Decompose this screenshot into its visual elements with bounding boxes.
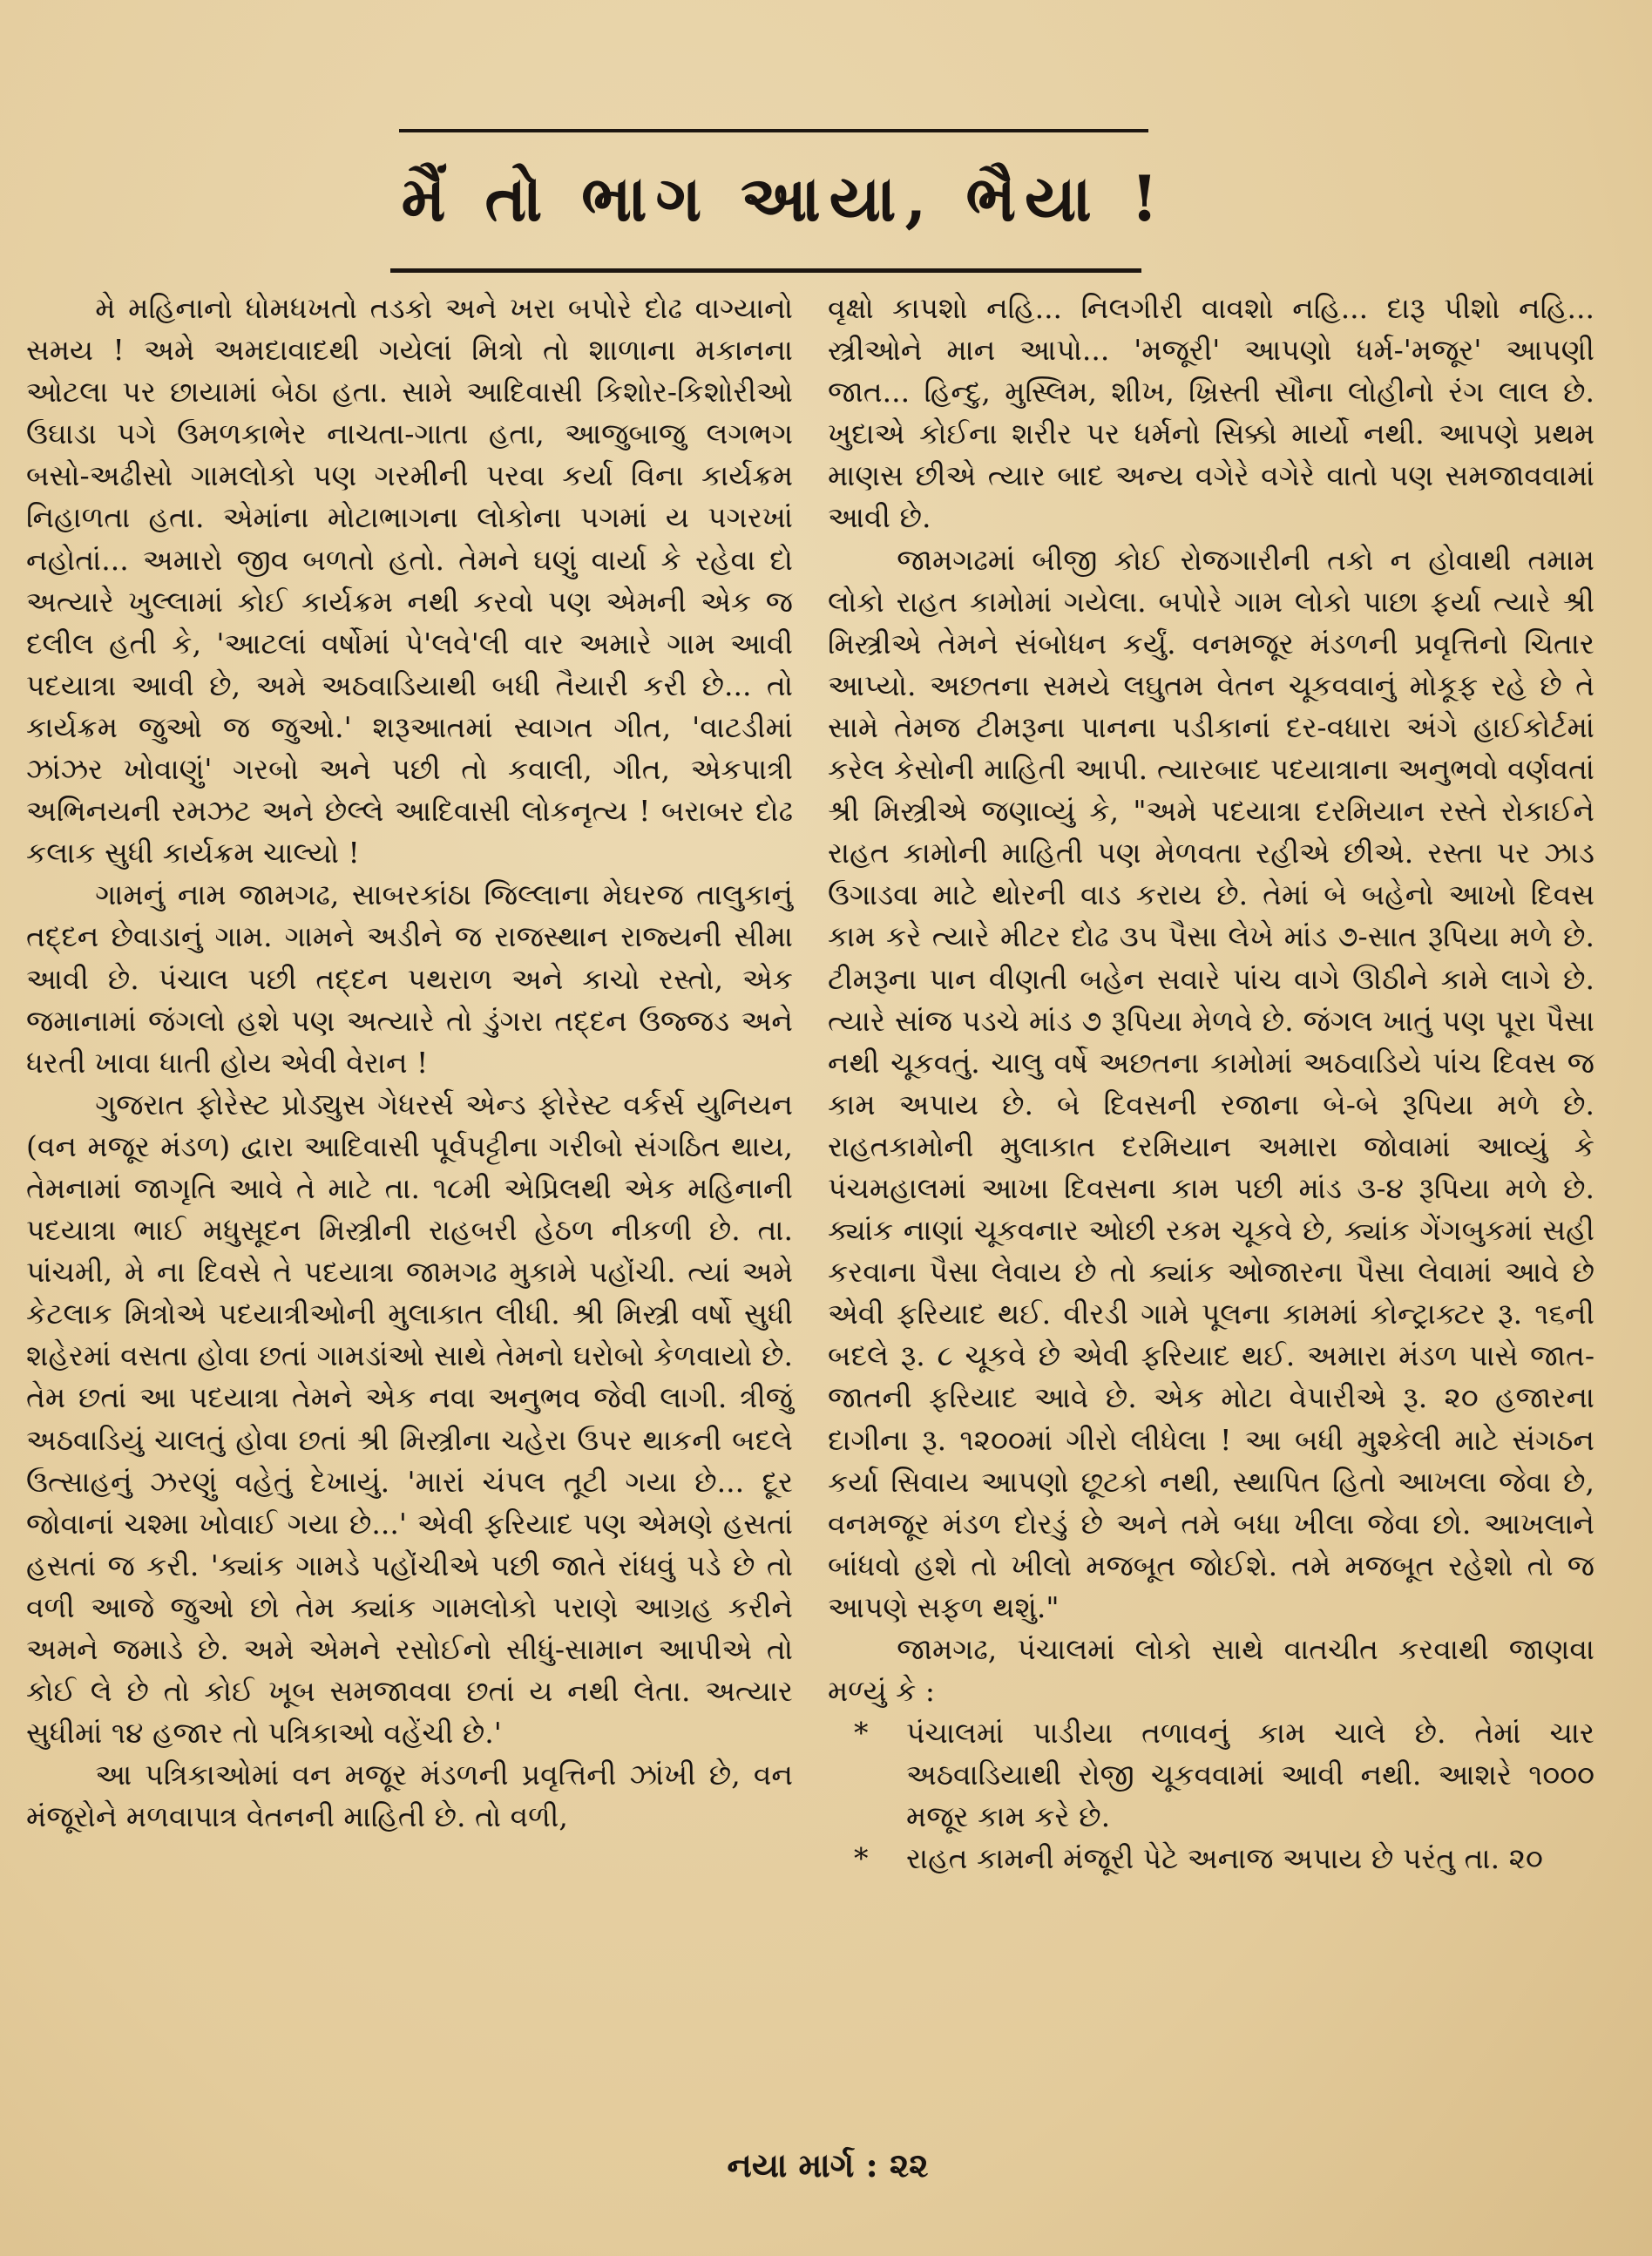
paragraph: મે મહિનાનો ધોમધખતો તડકો અને ખરા બપોરે દોઢ વાગ્યાનો સમય ! અમે અમદાવાદથી ગયેલાં મિત્રો તો શાળાના મકાનના ઓટલા પર છાયામાં બેઠા હતા. સામે આદિવાસી કિશોર-કિશોરીઓ ઉઘાડા પગે ઉમળકાભેર નાચતા-ગાતા હતા, આજુબાજુ લગભગ બસો-અઢીસો ગામલોકો પણ ગરમીની પરવા કર્યા વિના કાર્યક્રમ નિહાળતા હતા. એમાંના મોટાભાગના લોકોના પગમાં ય પગરખાં નહોતાં... અમારો જીવ બળતો હતો. તેમને ઘણું વાર્યા કે રહેવા દો અત્યારે ખુલ્લામાં કોઈ કાર્યક્રમ નથી કરવો પણ એમની એક જ દલીલ હતી કે, 'આટલાં વર્ષોમાં પે'લવે'લી વાર અમારે ગામ આવી પદયાત્રા આવી છે, અમે અઠવાડિયાથી બધી તૈયારી કરી છે... તો કાર્યક્રમ જુઓ જ જુઓ.' શરૂઆતમાં સ્વાગત ગીત, 'વાટડીમાં ઝાંઝર ખોવાણું' ગરબો અને પછી તો કવાલી, ગીત, એકપાત્રી અભિનયની રમઝટ અને છેલ્લે આદિવાસી લોકનૃત્ય ! બરાબર દોઢ કલાક સુધી કાર્યક્રમ ચાલ્યો ! (26, 291, 793, 871)
bullet-mark: * (854, 1716, 869, 1751)
list-item-text: રાહત કામની મંજૂરી પેટે અનાજ અપાય છે પરંતુ તા. ૨૦ (906, 1841, 1543, 1876)
article-title: મૈં તો ભાગ આયા, ભૈયા ! (401, 161, 1168, 235)
title-bottom-rule (390, 268, 1141, 273)
paragraph: જામગઢ, પંચાલમાં લોકો સાથે વાતચીત કરવાથી જાણવા મળ્યું કે : (828, 1632, 1594, 1709)
paragraph: જામગઢમાં બીજી કોઈ રોજગારીની તકો ન હોવાથી તમામ લોકો રાહત કામોમાં ગયેલા. બપોરે ગામ લોકો પાછા ફર્યા ત્યારે શ્રી મિસ્ત્રીએ તેમને સંબોધન કર્યું. વનમજૂર મંડળની પ્રવૃત્તિનો ચિતાર આપ્યો. અછતના સમયે લઘુતમ વેતન ચૂકવવાનું મોકૂફ રહે છે તે સામે તેમજ ટીમરૂના પાનના પડીકાનાં દર-વધારા અંગે હાઈકોર્ટમાં કરેલ કેસોની માહિતી આપી. ત્યારબાદ પદયાત્રાના અનુભવો વર્ણવતાં શ્રી મિસ્ત્રીએ જણાવ્યું કે, "અમે પદયાત્રા દરમિયાન રસ્તે રોકાઈને રાહત કામોની માહિતી પણ મેળવતા રહીએ છીએ. રસ્તા પર ઝાડ ઉગાડવા માટે થોરની વાડ કરાય છે. તેમાં બે બહેનો આખો દિવસ કામ કરે ત્યારે મીટર દોઢ ૩૫ પૈસા લેખે માંડ ૭-સાત રૂપિયા મળે છે. ટીમરૂના પાન વીણતી બહેન સવારે પાંચ વાગે ઊઠીને કામે લાગે છે. ત્યારે સાંજ પડચે માંડ ૭ રૂપિયા મેળવે છે. જંગલ ખાતું પણ પૂરા પૈસા નથી ચૂકવતું. ચાલુ વર્ષે અછતના કામોમાં અઠવાડિયે પાંચ દિવસ જ કામ અપાય છે. બે દિવસની રજાના બે-બે રૂપિયા મળે છે. રાહતકામોની મુલાકાત દરમિયાન અમારા જોવામાં આવ્યું કે પંચમહાલમાં આખા દિવસના કામ પછી માંડ ૩-૪ રૂપિયા મળે છે. ક્યાંક નાણાં ચૂકવનાર ઓછી રકમ ચૂકવે છે, ક્યાંક ગેંગબુકમાં સહી કરવાના પૈસા લેવાય છે તો ક્યાંક ઓજારના પૈસા લેવામાં આવે છે એવી ફરિયાદ થઈ. વીરડી ગામે પૂલના કામમાં કોન્ટ્રાક્ટર રૂ. ૧૬ની બદલે રૂ. ૮ ચૂકવે છે એવી ફરિયાદ થઈ. અમારા મંડળ પાસે જાત-જાતની ફરિયાદ આવે છે. એક મોટા વેપારીએ રૂ. ૨૦ હજારના દાગીના રૂ. ૧૨૦૦માં ગીરો લીધેલા ! આ બધી મુશ્કેલી માટે સંગઠન કર્યા સિવાય આપણો છૂટકો નથી, સ્થાપિત હિતો આખલા જેવા છે, વનમજૂર મંડળ દોરડું છે અને તમે બધા ખીલા જેવા છો. આખલાને બાંધવો હશે તો ખીલો મજબૂત જોઈશે. તમે મજબૂત રહેશો તો જ આપણે સફળ થશું." (828, 542, 1594, 1624)
title-top-rule (399, 129, 1148, 132)
list-item (828, 1712, 1594, 1838)
paragraph: ગામનું નામ જામગઢ, સાબરકાંઠા જિલ્લાના મેઘરજ તાલુકાનું તદ્દન છેવાડાનું ગામ. ગામને અડીને જ રાજસ્થાન રાજ્યની સીમા આવી છે. પંચાલ પછી તદ્દન પથરાળ અને કાચો રસ્તો, એક જમાનામાં જંગલો હશે પણ અત્યારે તો ડુંગરા તદ્દન ઉજ્જડ અને ધરતી ખાવા ધાતી હોય એવી વેરાન ! (26, 877, 793, 1080)
page-footer: નયા માર્ગ : ૨૨ (727, 2145, 929, 2185)
right-column (828, 288, 1594, 1880)
left-column (26, 288, 793, 1838)
list-item-text: પંચાલમાં પાડીયા તળાવનું કામ ચાલે છે. તેમાં ચાર અઠવાડિયાથી રોજી ચૂકવવામાં આવી નથી. આશરે ૧૦૦૦ મજૂર કામ કરે છે. (906, 1716, 1594, 1834)
bullet-mark: * (854, 1841, 869, 1876)
paragraph: ગુજરાત ફોરેસ્ટ પ્રોડ્યુસ ગેધરર્સ એન્ડ ફોરેસ્ટ વર્કર્સ યુનિયન (વન મજૂર મંડળ) દ્વારા આદિવાસી પૂર્વપટ્ટીના ગરીબો સંગઠિત થાય, તેમનામાં જાગૃતિ આવે તે માટે તા. ૧૮મી એપ્રિલથી એક મહિનાની પદયાત્રા ભાઈ મધુસૂદન મિસ્ત્રીની રાહબરી હેઠળ નીકળી છે. તા. પાંચમી, મે ના દિવસે તે પદયાત્રા જામગઢ મુકામે પહોંચી. ત્યાં અમે કેટલાક મિત્રોએ પદયાત્રીઓની મુલાકાત લીધી. શ્રી મિસ્ત્રી વર્ષો સુધી શહેરમાં વસતા હોવા છતાં ગામડાંઓ સાથે તેમનો ઘરોબો કેળવાયો છે. તેમ છતાં આ પદયાત્રા તેમને એક નવા અનુભવ જેવી લાગી. ત્રીજું અઠવાડિયું ચાલતું હોવા છતાં શ્રી મિસ્ત્રીના ચહેરા ઉપર થાકની બદલે ઉત્સાહનું ઝરણું વહેતું દેખાયું. 'મારાં ચંપલ તૂટી ગયા છે... દૂર જોવાનાં ચશ્મા ખોવાઈ ગયા છે...' એવી ફરિયાદ પણ એમણે હસતાં હસતાં જ કરી. 'ક્યાંક ગામડે પહોંચીએ પછી જાતે રાંધવું પડે છે તો વળી આજે જુઓ છો તેમ ક્યાંક ગામલોકો પરાણે આગ્રહ કરીને અમને જમાડે છે. અમે એમને રસોઈનો સીધું-સામાન આપીએ તો કોઈ લે છે તો કોઈ ખૂબ સમજાવવા છતાં ય નથી લેતા. અત્યાર સુધીમાં ૧૪ હજાર તો પત્રિકાઓ વહેંચી છે.' (26, 1087, 793, 1751)
list-item (828, 1838, 1594, 1880)
bullet-list (828, 1712, 1594, 1880)
paragraph: વૃક્ષો કાપશો નહિ... નિલગીરી વાવશો નહિ... દારૂ પીશો નહિ... સ્ત્રીઓને માન આપો... 'મજૂરી' આપણો ધર્મ-'મજૂર' આપણી જાત... હિન્દુ, મુસ્લિમ, શીખ, ખ્રિસ્તી સૌના લોહીનો રંગ લાલ છે. ખુદાએ કોઈના શરીર પર ધર્મનો સિક્કો માર્યો નથી. આપણે પ્રથમ માણસ છીએ ત્યાર બાદ અન્ય વગેરે વગેરે વાતો પણ સમજાવવામાં આવી છે. (828, 291, 1594, 535)
paragraph: આ પત્રિકાઓમાં વન મજૂર મંડળની પ્રવૃત્તિની ઝાંખી છે, વન મંજૂરોને મળવાપાત્ર વેતનની માહિતી છે. તો વળી, (26, 1758, 793, 1834)
